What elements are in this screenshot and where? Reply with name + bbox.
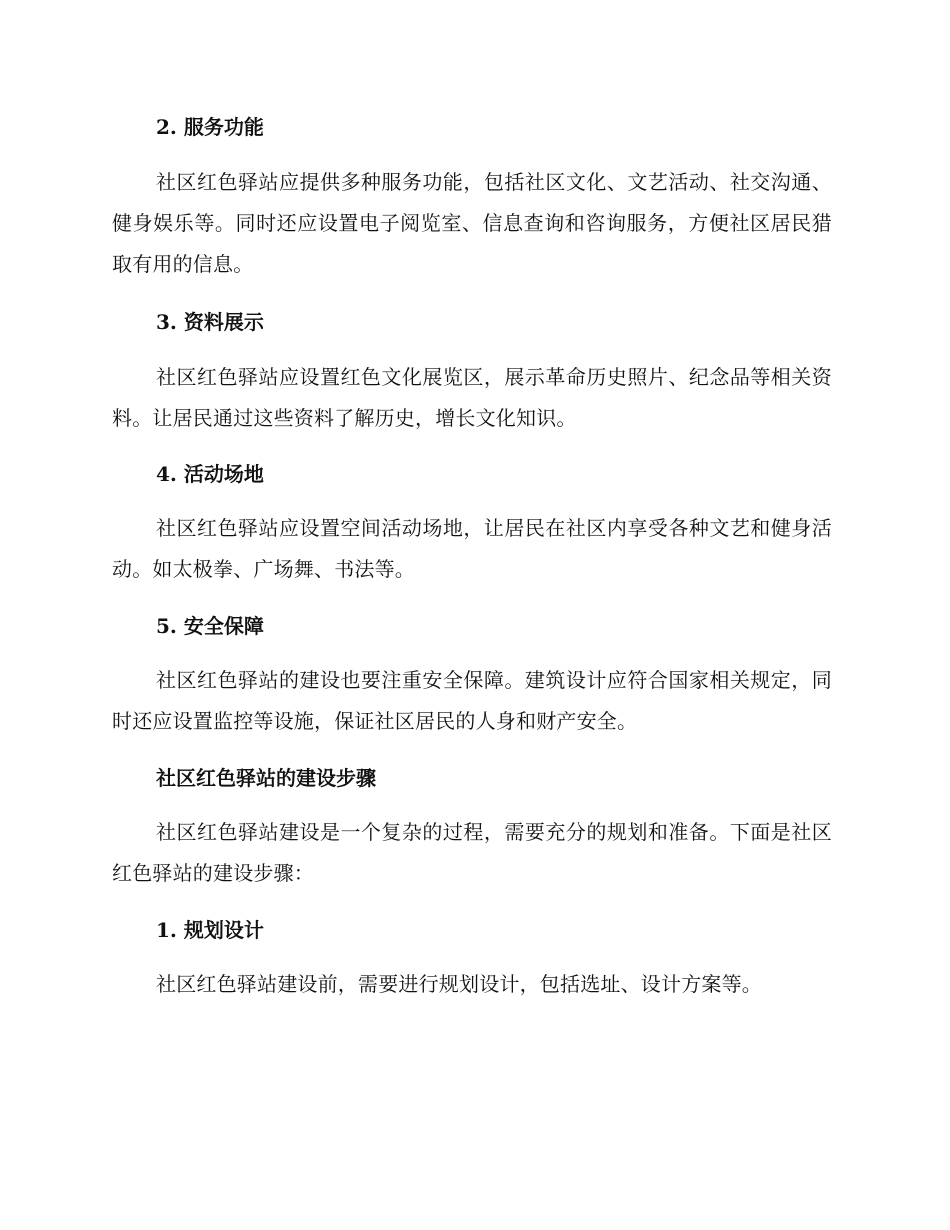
section-heading-service-functions: 2. 服务功能 [156,115,264,139]
section-paragraph-materials-display: 社区红色驿站应设置红色文化展览区，展示革命历史照片、纪念品等相关资料。让居民通过这些资料了解历史，增长文化知识。 [112,365,832,430]
section-heading-activity-venue: 4. 活动场地 [156,462,264,486]
section-heading-planning-design: 1. 规划设计 [156,918,264,942]
section-paragraph-safety: 社区红色驿站的建设也要注重安全保障。建筑设计应符合国家相关规定，同时还应设置监控等设施，保证社区居民的人身和财产安全。 [112,668,832,733]
section-heading-safety: 5. 安全保障 [156,614,264,638]
section-paragraph-service-functions: 社区红色驿站应提供多种服务功能，包括社区文化、文艺活动、社交沟通、健身娱乐等。同时还应设置电子阅览室、信息查询和咨询服务，方便社区居民猎取有用的信息。 [112,170,832,276]
section-paragraph-construction-steps: 社区红色驿站建设是一个复杂的过程，需要充分的规划和准备。下面是社区红色驿站的建设步骤： [112,820,832,885]
section-paragraph-activity-venue: 社区红色驿站应设置空间活动场地，让居民在社区内享受各种文艺和健身活动。如太极拳、广场舞、书法等。 [112,516,832,581]
section-paragraph-planning-design: 社区红色驿站建设前，需要进行规划设计，包括选址、设计方案等。 [156,972,762,996]
section-heading-construction-steps: 社区红色驿站的建设步骤 [156,766,376,790]
section-heading-materials-display: 3. 资料展示 [156,310,264,334]
